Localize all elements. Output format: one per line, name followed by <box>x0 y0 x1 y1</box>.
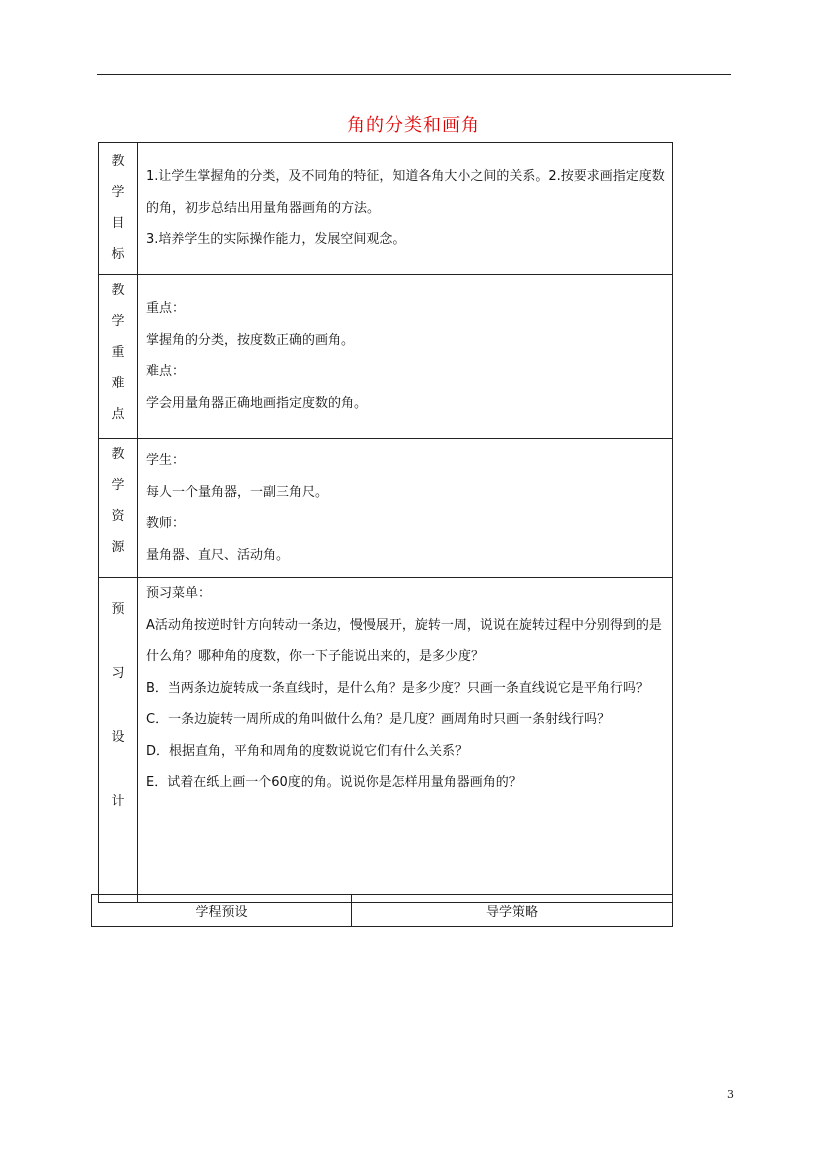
content-line: 3.培养学生的实际操作能力，发展空间观念。 <box>146 232 406 247</box>
label-char: 教 <box>111 154 125 169</box>
content-line: 重点： <box>146 301 186 316</box>
label-char: 资 <box>111 509 125 524</box>
content-line: E．试着在纸上画一个60度的角。说说你是怎样用量角器画角的？ <box>146 775 522 790</box>
label-char: 难 <box>111 376 125 391</box>
content-line: 掌握角的分类，按度数正确的画角。 <box>146 332 355 348</box>
label-char: 学 <box>111 478 125 493</box>
section-row-key-points <box>99 275 673 439</box>
header-rule <box>97 74 731 75</box>
section-label-objectives <box>99 143 138 275</box>
process-header: 学程预设 <box>92 895 352 927</box>
page-number: 3 <box>727 1088 734 1101</box>
section-content-key-points <box>138 275 673 439</box>
content-line: C．一条边旋转一周所成的角叫做什么角？是几度？画周角时只画一条射线行吗？ <box>146 712 611 727</box>
content-line: 难点： <box>146 364 186 379</box>
label-char: 目 <box>111 216 125 231</box>
content-line: B．当两条边旋转成一条直线时，是什么角？是多少度？只画一条直线说它是平角行吗？ <box>146 680 649 696</box>
label-char: 教 <box>111 283 125 298</box>
label-char: 重 <box>111 345 125 360</box>
content-line: 预习菜单： <box>146 586 212 601</box>
label-char: 源 <box>111 540 125 555</box>
section-label-resources <box>99 439 138 578</box>
label-char: 习 <box>111 666 125 681</box>
label-char: 学 <box>111 314 125 329</box>
document-title: 角的分类和画角 <box>347 115 480 136</box>
section-row-resources <box>99 439 673 578</box>
section-content-objectives <box>138 143 673 275</box>
label-char: 预 <box>111 602 125 617</box>
content-line: 量角器、直尺、活动角。 <box>146 547 290 563</box>
content-line: 教师： <box>146 516 186 531</box>
content-line: 每人一个量角器，一副三角尺。 <box>146 484 329 500</box>
label-char: 设 <box>111 730 125 745</box>
strategy-header: 导学策略 <box>352 895 673 927</box>
lesson-plan-table <box>98 142 673 903</box>
label-char: 计 <box>111 794 125 809</box>
section-label-preview <box>99 578 138 903</box>
section-content-preview <box>138 578 673 903</box>
section-row-objectives <box>99 143 673 275</box>
label-char: 标 <box>111 247 125 262</box>
section-label-key-points <box>99 275 138 439</box>
label-char: 点 <box>111 407 125 422</box>
label-char: 学 <box>111 185 125 200</box>
content-line: 学生： <box>146 453 186 468</box>
label-char: 教 <box>111 447 125 462</box>
content-line: 1.让学生掌握角的分类，及不同角的特征，知道各角大小之间的关系。2.按要求画指定度数的角，初步总结出用量角器画角的方法。 <box>146 169 665 216</box>
section-content-resources <box>138 439 673 578</box>
section-row-preview <box>99 578 673 903</box>
process-strategy-table <box>91 894 673 927</box>
content-line: A活动角按逆时针方向转动一条边，慢慢展开，旋转一周，说说在旋转过程中分别得到的是什么角？哪种角的度数，你一下子能说出来的，是多少度？ <box>146 617 662 664</box>
content-line: D．根据直角，平角和周角的度数说说它们有什么关系？ <box>146 743 469 759</box>
content-line: 学会用量角器正确地画指定度数的角。 <box>146 395 368 411</box>
